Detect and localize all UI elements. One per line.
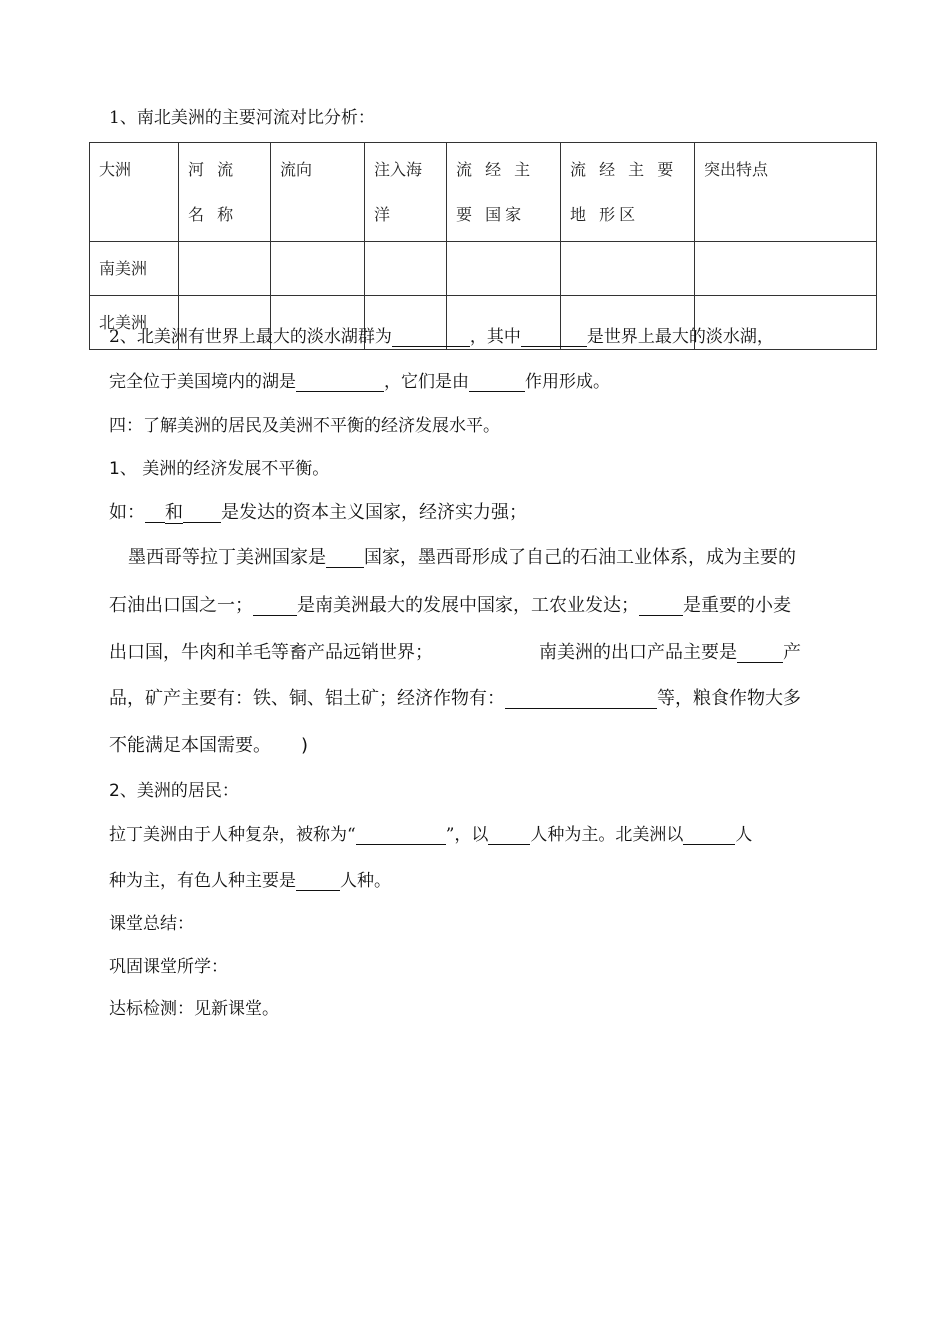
- mexico-paragraph-line2: [109, 596, 791, 616]
- table-header-cell: 突出特点: [695, 143, 877, 242]
- table-header-cell: 流 经 主 要 国家: [447, 143, 561, 242]
- economy-example-line: [109, 503, 527, 523]
- text-span: 人种。: [340, 871, 391, 891]
- fill-blank[interactable]: [392, 328, 470, 347]
- text-span: ”，以: [445, 825, 489, 845]
- river-comparison-table: [89, 142, 877, 350]
- fill-blank[interactable]: [183, 504, 221, 523]
- table-row: [90, 242, 877, 296]
- table-cell: [695, 242, 877, 296]
- mexico-paragraph-line1: [128, 548, 796, 568]
- lakes-paragraph-line2: [109, 372, 610, 392]
- fill-blank[interactable]: [326, 549, 364, 568]
- economy-item-title: 1、 美洲的经济发展不平衡。: [109, 459, 330, 479]
- text-span: 完全位于美国境内的湖是: [109, 372, 296, 392]
- text-span: 国家，墨西哥形成了自己的石油工业体系，成为主要的: [364, 547, 796, 568]
- section1-title: 1、南北美洲的主要河流对比分析：: [109, 108, 375, 128]
- assessment-line: 达标检测：见新课堂。: [109, 999, 279, 1019]
- text-span: 石油出口国之一；: [109, 595, 253, 616]
- table-header-row: [90, 143, 877, 242]
- fill-blank[interactable]: [639, 597, 683, 616]
- fill-blank[interactable]: [737, 644, 783, 663]
- text-span: ): [301, 735, 309, 756]
- table-header-cell: 大洲: [90, 143, 179, 242]
- text-span: 品，矿产主要有：铁、铜、铝土矿；经济作物有：: [109, 688, 505, 709]
- residents-paragraph-line1: [109, 825, 752, 845]
- section4-title: 四：了解美洲的居民及美洲不平衡的经济发展水平。: [109, 416, 500, 436]
- text-span: 是南美洲最大的发展中国家，工农业发达；: [297, 595, 639, 616]
- fill-blank[interactable]: [683, 826, 735, 845]
- text-span: 人种为主。北美洲以: [530, 825, 684, 845]
- mexico-paragraph-line5: [109, 736, 308, 756]
- text-span: 如：: [109, 502, 145, 523]
- table-cell: [447, 242, 561, 296]
- text-span: 作用形成。: [525, 372, 610, 392]
- text-span: ，它们是由: [384, 372, 469, 392]
- text-span: 人: [735, 825, 753, 845]
- fill-blank[interactable]: [469, 373, 525, 392]
- fill-blank[interactable]: [296, 373, 384, 392]
- consolidate-title: 巩固课堂所学：: [109, 957, 228, 977]
- table-cell: 南美洲: [90, 242, 179, 296]
- summary-title: 课堂总结：: [109, 914, 194, 934]
- text-span: 是重要的小麦: [683, 595, 791, 616]
- residents-title: 2、美洲的居民：: [109, 781, 239, 801]
- text-span: 等，粮食作物大多: [657, 688, 801, 709]
- text-span: 南美洲的出口产品主要是: [539, 642, 737, 663]
- table-header-cell: 河 流 名 称: [179, 143, 271, 242]
- fill-blank[interactable]: [488, 826, 530, 845]
- fill-blank[interactable]: [145, 504, 165, 523]
- text-span: 2、北美洲有: [109, 327, 205, 347]
- table-header-cell: 流 经 主 要 地 形区: [561, 143, 695, 242]
- text-span: 不能满足本国需要。: [109, 735, 271, 756]
- text-span: 墨西哥等拉丁美洲国家是: [128, 547, 326, 568]
- text-span: 拉丁美洲由于人种复杂，被称为“: [109, 825, 356, 845]
- table-cell: [365, 242, 447, 296]
- text-span: ，其中: [469, 327, 521, 347]
- text-span: 出口国，牛肉和羊毛等畜产品远销世界；: [109, 642, 433, 663]
- fill-blank[interactable]: [521, 328, 587, 347]
- mexico-paragraph-line3: [109, 643, 801, 663]
- residents-paragraph-line2: [109, 871, 391, 891]
- text-span: 是发达的资本主义国家，经济实力强；: [221, 502, 527, 523]
- fill-blank[interactable]: [356, 826, 446, 845]
- text-span: 是世界上最大的淡水湖，: [586, 327, 774, 347]
- text-span: 种为主，有色人种主要是: [109, 871, 296, 891]
- fill-blank[interactable]: [296, 872, 340, 891]
- table-header-cell: 注入海洋: [365, 143, 447, 242]
- mexico-paragraph-line4: [109, 689, 801, 709]
- fill-blank[interactable]: [505, 690, 657, 709]
- table-cell: [179, 242, 271, 296]
- text-span: 产: [783, 642, 801, 663]
- table-header-cell: 流向: [271, 143, 365, 242]
- text-span: 世界上最大的淡水湖群为: [204, 327, 392, 347]
- table-cell: [561, 242, 695, 296]
- table-cell: [271, 242, 365, 296]
- fill-blank[interactable]: [253, 597, 297, 616]
- table-cell: 北美洲: [90, 296, 179, 350]
- lakes-paragraph-line1: [109, 327, 774, 347]
- text-span: 和: [165, 502, 183, 523]
